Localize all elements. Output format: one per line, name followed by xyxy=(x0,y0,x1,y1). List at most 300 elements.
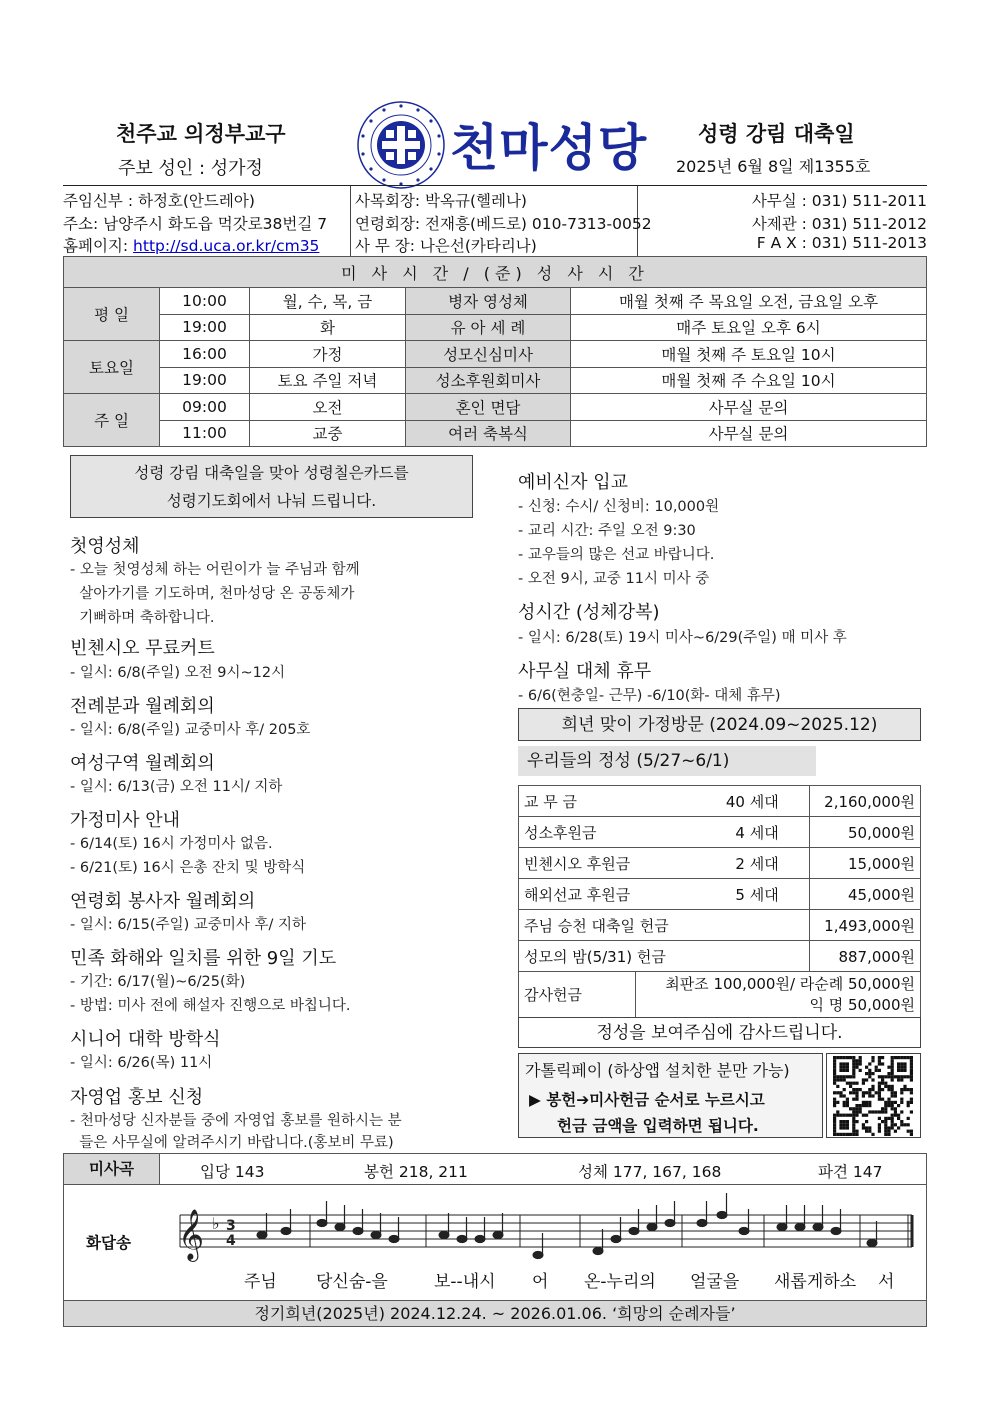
qr-code-icon[interactable] xyxy=(826,1053,921,1138)
note-head xyxy=(795,1223,805,1230)
table-row xyxy=(519,879,921,910)
qr-module xyxy=(833,1101,836,1104)
catholic-pay-box xyxy=(518,1053,823,1138)
qr-module xyxy=(859,1088,862,1091)
qr-module xyxy=(868,1072,871,1075)
qr-module xyxy=(865,1130,868,1133)
sacrament-name: 유 아 세 례 xyxy=(406,314,571,341)
qr-module xyxy=(891,1094,894,1097)
section-line: 기뻐하며 축하합니다. xyxy=(70,610,215,626)
qr-module xyxy=(852,1082,855,1085)
mass-table-title: 미 사 시 간 / (준) 성 사 시 간 xyxy=(64,257,927,288)
offering-name: 해외선교 후원금 xyxy=(519,879,636,910)
qr-module xyxy=(855,1088,858,1091)
qr-module xyxy=(852,1114,855,1117)
section-line: - 오전 9시, 교중 11시 미사 중 xyxy=(518,571,710,587)
qr-module xyxy=(881,1078,884,1081)
note-head xyxy=(371,1231,381,1238)
parish-logo-icon xyxy=(356,100,446,190)
qr-module xyxy=(900,1098,903,1101)
section-line: - 일시: 6/13(금) 오전 11시/ 지하 xyxy=(70,779,283,795)
section-title: 첫영성체 xyxy=(70,536,140,557)
qr-module xyxy=(910,1110,913,1113)
section-title: 성시간 (성체강복) xyxy=(518,602,660,623)
qr-module xyxy=(878,1130,881,1133)
qr-module xyxy=(833,1098,836,1101)
table-row xyxy=(519,910,921,941)
qr-module xyxy=(836,1101,839,1104)
qr-module xyxy=(900,1075,903,1078)
qr-module xyxy=(833,1114,836,1117)
qr-module xyxy=(868,1069,871,1072)
qr-module xyxy=(868,1104,871,1107)
qr-module xyxy=(859,1107,862,1110)
qr-module xyxy=(891,1126,894,1129)
qr-module xyxy=(868,1091,871,1094)
qr-module xyxy=(897,1126,900,1129)
qr-module xyxy=(910,1075,913,1078)
qr-module xyxy=(887,1101,890,1104)
qr-module xyxy=(881,1062,884,1065)
note-head xyxy=(281,1227,291,1234)
qr-module xyxy=(871,1094,874,1097)
qr-module xyxy=(891,1123,894,1126)
table-row xyxy=(519,817,921,848)
note-head xyxy=(717,1211,727,1218)
mass-time: 16:00 xyxy=(160,341,250,368)
sacrament-name: 병자 영성체 xyxy=(406,288,571,315)
table-row xyxy=(64,420,927,447)
qr-module xyxy=(891,1088,894,1091)
qr-module xyxy=(846,1133,849,1136)
qr-module xyxy=(843,1120,846,1123)
table-row xyxy=(64,367,927,394)
qr-module xyxy=(894,1110,897,1113)
qr-module xyxy=(897,1066,900,1069)
qr-module xyxy=(884,1130,887,1133)
qr-module xyxy=(846,1101,849,1104)
lyric-1: 주님 xyxy=(244,1272,277,1292)
qr-module xyxy=(862,1091,865,1094)
note-head xyxy=(647,1223,657,1230)
notice-line: 성령기도회에서 나눠 드립니다. xyxy=(166,492,377,510)
svg-text:3: 3 xyxy=(226,1218,236,1234)
qr-module xyxy=(881,1098,884,1101)
qr-module xyxy=(900,1078,903,1081)
qr-module xyxy=(843,1094,846,1097)
qr-module xyxy=(875,1069,878,1072)
mass-time: 10:00 xyxy=(160,288,250,315)
section-line: - 일시: 6/8(주일) 오전 9시~12시 xyxy=(70,665,286,681)
qr-module xyxy=(855,1110,858,1113)
qr-module xyxy=(907,1075,910,1078)
qr-module xyxy=(836,1114,839,1117)
mass-desc: 교중 xyxy=(250,420,406,447)
qr-module xyxy=(878,1088,881,1091)
qr-module xyxy=(894,1094,897,1097)
qr-module xyxy=(833,1066,836,1069)
qr-module xyxy=(871,1078,874,1081)
qr-module xyxy=(852,1075,855,1078)
qr-module xyxy=(865,1101,868,1104)
homepage-link[interactable]: http://sd.uca.or.kr/cm35 xyxy=(133,237,320,255)
qr-module xyxy=(852,1072,855,1075)
qr-module xyxy=(839,1133,842,1136)
qr-module xyxy=(868,1088,871,1091)
lyric-7: 새롭게하소 xyxy=(774,1272,857,1292)
qr-module xyxy=(843,1104,846,1107)
section-line: - 교우들의 많은 선교 바랍니다. xyxy=(518,547,715,563)
feast-title: 성령 강림 대축일 xyxy=(698,122,855,146)
homepage-info xyxy=(63,234,319,256)
qr-module xyxy=(878,1117,881,1120)
qr-module xyxy=(903,1066,906,1069)
pay-steps: 봉헌➔미사헌금 xyxy=(546,1091,650,1109)
qr-module xyxy=(843,1133,846,1136)
qr-module xyxy=(903,1123,906,1126)
qr-module xyxy=(833,1072,836,1075)
qr-module xyxy=(894,1107,897,1110)
qr-module xyxy=(839,1056,842,1059)
qr-module xyxy=(907,1088,910,1091)
section-title: 빈첸시오 무료커트 xyxy=(70,638,215,659)
qr-module xyxy=(846,1114,849,1117)
qr-module xyxy=(843,1101,846,1104)
qr-module xyxy=(855,1114,858,1117)
note-head xyxy=(665,1219,675,1226)
note-head xyxy=(739,1227,749,1234)
qr-module xyxy=(852,1059,855,1062)
qr-module xyxy=(852,1133,855,1136)
qr-module xyxy=(871,1072,874,1075)
homepage-label: 홈페이지: xyxy=(63,237,134,255)
qr-module xyxy=(852,1056,855,1059)
qr-module xyxy=(910,1059,913,1062)
section-line: - 천마성당 신자분들 중에 자영업 홍보를 원하시는 분 xyxy=(70,1113,402,1129)
section-title: 자영업 홍보 신청 xyxy=(70,1087,204,1108)
note-head xyxy=(493,1231,503,1238)
mass-time: 19:00 xyxy=(160,314,250,341)
address-info: 주소: 남양주시 화도읍 먹갓로38번길 7 xyxy=(63,215,328,233)
qr-module xyxy=(865,1066,868,1069)
notice-line: 성령 강림 대축일을 맞아 성령칠은카드를 xyxy=(134,464,409,482)
arrow-icon: ▶ xyxy=(529,1091,547,1109)
qr-module xyxy=(900,1069,903,1072)
qr-module xyxy=(910,1072,913,1075)
mass-time: 11:00 xyxy=(160,420,250,447)
note-head xyxy=(593,1247,603,1254)
psalm-score xyxy=(172,1193,920,1263)
qr-module xyxy=(868,1075,871,1078)
qr-module xyxy=(897,1062,900,1065)
qr-module xyxy=(846,1126,849,1129)
qr-module xyxy=(855,1091,858,1094)
qr-module xyxy=(855,1107,858,1110)
qr-module xyxy=(839,1120,842,1123)
mass-time: 09:00 xyxy=(160,394,250,421)
qr-module xyxy=(846,1098,849,1101)
qr-module xyxy=(878,1059,881,1062)
qr-module xyxy=(833,1123,836,1126)
qr-module xyxy=(852,1123,855,1126)
qr-module xyxy=(865,1104,868,1107)
qr-module xyxy=(855,1062,858,1065)
hymn-recessional: 파견 147 xyxy=(818,1163,883,1181)
qr-module xyxy=(891,1078,894,1081)
qr-module xyxy=(881,1107,884,1110)
note-head xyxy=(867,1239,877,1246)
qr-module xyxy=(849,1085,852,1088)
qr-module xyxy=(907,1101,910,1104)
qr-module xyxy=(891,1075,894,1078)
qr-module xyxy=(894,1114,897,1117)
diocese-name: 천주교 의정부교구 xyxy=(116,122,286,146)
qr-module xyxy=(887,1117,890,1120)
thanks-line: 최판조 100,000원/ 라순례 50,000원 xyxy=(665,974,915,993)
qr-module xyxy=(855,1098,858,1101)
note-head xyxy=(439,1231,449,1238)
qr-module xyxy=(910,1133,913,1136)
section-title: 시니어 대학 방학식 xyxy=(70,1029,221,1050)
qr-module xyxy=(900,1101,903,1104)
qr-module xyxy=(871,1085,874,1088)
qr-module xyxy=(868,1101,871,1104)
qr-module xyxy=(836,1056,839,1059)
qr-module xyxy=(887,1104,890,1107)
lyric-6: 얼굴을 xyxy=(690,1272,740,1292)
qr-module xyxy=(891,1107,894,1110)
hymn-label: 미사곡 xyxy=(64,1154,160,1184)
qr-module xyxy=(839,1126,842,1129)
section-line: - 6/14(토) 16시 가정미사 없음. xyxy=(70,836,273,852)
offering-table xyxy=(518,785,921,1018)
qr-module xyxy=(907,1104,910,1107)
qr-module xyxy=(881,1110,884,1113)
section-title: 예비신자 입교 xyxy=(518,472,629,493)
qr-module xyxy=(836,1075,839,1078)
qr-module xyxy=(907,1117,910,1120)
qr-module xyxy=(839,1062,842,1065)
qr-module xyxy=(900,1062,903,1065)
sacrament-time: 사무실 문의 xyxy=(571,394,927,421)
qr-module xyxy=(897,1069,900,1072)
qr-module xyxy=(846,1104,849,1107)
qr-module xyxy=(852,1066,855,1069)
qr-module xyxy=(871,1059,874,1062)
qr-module xyxy=(849,1056,852,1059)
qr-module xyxy=(894,1130,897,1133)
offering-count: 40 세대 xyxy=(635,786,809,817)
qr-module xyxy=(910,1101,913,1104)
qr-module xyxy=(843,1066,846,1069)
qr-module xyxy=(900,1066,903,1069)
qr-module xyxy=(891,1104,894,1107)
qr-module xyxy=(833,1062,836,1065)
qr-module xyxy=(849,1091,852,1094)
qr-module xyxy=(865,1126,868,1129)
mass-desc: 오전 xyxy=(250,394,406,421)
notice-box xyxy=(70,455,473,518)
table-row xyxy=(64,288,927,315)
sacrament-name: 혼인 면담 xyxy=(406,394,571,421)
section-line: - 6/21(토) 16시 은총 잔치 및 방학식 xyxy=(70,860,306,876)
parish-name: 천마성당 xyxy=(450,119,648,177)
qr-module xyxy=(878,1123,881,1126)
qr-module xyxy=(891,1066,894,1069)
treble-clef-icon: 𝄞 xyxy=(178,1209,205,1260)
qr-module xyxy=(881,1082,884,1085)
qr-module xyxy=(855,1082,858,1085)
offering-amount: 45,000원 xyxy=(809,879,920,910)
note-head xyxy=(629,1227,639,1234)
qr-module xyxy=(852,1126,855,1129)
qr-module xyxy=(839,1069,842,1072)
section-line: 들은 사무실에 알려주시기 바랍니다.(홍보비 무료) xyxy=(70,1135,394,1151)
qr-module xyxy=(884,1117,887,1120)
qr-module xyxy=(865,1091,868,1094)
qr-module xyxy=(891,1062,894,1065)
section-line: - 일시: 6/8(주일) 교중미사 후/ 205호 xyxy=(70,722,311,738)
table-row xyxy=(64,314,927,341)
qr-module xyxy=(862,1094,865,1097)
qr-module xyxy=(903,1088,906,1091)
qr-module xyxy=(865,1072,868,1075)
qr-module xyxy=(846,1062,849,1065)
section-line: - 오늘 첫영성체 하는 어린이가 늘 주님과 함께 xyxy=(70,562,360,578)
qr-module xyxy=(855,1059,858,1062)
qr-module xyxy=(852,1098,855,1101)
lyric-3: 보--내시 xyxy=(434,1272,496,1292)
qr-module xyxy=(900,1088,903,1091)
pastor-info: 주임신부 : 하정호(안드레아) xyxy=(63,192,255,210)
section-line: - 방법: 미사 전에 해설자 진행으로 바칩니다. xyxy=(70,998,351,1014)
table-row xyxy=(64,394,927,421)
sacrament-time: 사무실 문의 xyxy=(571,420,927,447)
qr-module xyxy=(852,1117,855,1120)
qr-module xyxy=(891,1117,894,1120)
qr-module xyxy=(910,1098,913,1101)
hymn-entrance: 입당 143 xyxy=(200,1163,265,1181)
qr-module xyxy=(900,1056,903,1059)
section-line: - 6/6(현충일- 근무) -6/10(화- 대체 휴무) xyxy=(518,688,781,704)
qr-module xyxy=(878,1082,881,1085)
qr-module xyxy=(884,1085,887,1088)
qr-module xyxy=(839,1091,842,1094)
table-row xyxy=(519,972,921,1018)
qr-module xyxy=(881,1056,884,1059)
sacrament-time: 매월 첫째 주 수요일 10시 xyxy=(571,367,927,394)
qr-module xyxy=(891,1059,894,1062)
qr-module xyxy=(833,1082,836,1085)
qr-module xyxy=(907,1056,910,1059)
qr-module xyxy=(859,1069,862,1072)
note-head xyxy=(611,1235,621,1242)
flat-icon: ♭ xyxy=(212,1214,220,1233)
note-head xyxy=(475,1235,485,1242)
note-head xyxy=(353,1227,363,1234)
qr-module xyxy=(878,1110,881,1113)
table-row xyxy=(519,786,921,817)
qr-module xyxy=(897,1114,900,1117)
table-row xyxy=(64,341,927,368)
sacristan-info: 사 무 장: 나은선(카타리나) xyxy=(355,237,537,255)
mass-time: 19:00 xyxy=(160,367,250,394)
qr-module xyxy=(871,1133,874,1136)
offering-amount: 2,160,000원 xyxy=(809,786,920,817)
qr-module xyxy=(884,1126,887,1129)
qr-module xyxy=(884,1107,887,1110)
qr-module xyxy=(881,1088,884,1091)
qr-module xyxy=(881,1120,884,1123)
qr-module xyxy=(859,1104,862,1107)
sacrament-name: 성소후원회미사 xyxy=(406,367,571,394)
qr-module xyxy=(887,1075,890,1078)
note-head xyxy=(317,1219,327,1226)
qr-module xyxy=(833,1091,836,1094)
qr-module xyxy=(868,1130,871,1133)
section-title: 여성구역 월례회의 xyxy=(70,753,215,774)
qr-module xyxy=(878,1094,881,1097)
section-title: 민족 화해와 일치를 위한 9일 기도 xyxy=(70,948,337,969)
qr-module xyxy=(891,1091,894,1094)
qr-module xyxy=(897,1075,900,1078)
qr-module xyxy=(833,1078,836,1081)
offering-amount: 15,000원 xyxy=(809,848,920,879)
sacrament-name: 여러 축복식 xyxy=(406,420,571,447)
section-line: - 일시: 6/26(목) 11시 xyxy=(70,1055,213,1071)
section-line: 살아가기를 기도하며, 천마성당 온 공동체가 xyxy=(70,586,355,602)
section-title: 가정미사 안내 xyxy=(70,810,181,831)
qr-module xyxy=(839,1094,842,1097)
hymn-communion: 성체 177, 167, 168 xyxy=(578,1163,722,1181)
note-head xyxy=(697,1219,707,1226)
qr-module xyxy=(852,1107,855,1110)
rectory-phone: 사제관 : 031) 511-2012 xyxy=(751,215,927,233)
hymn-row xyxy=(63,1153,927,1185)
mass-schedule-table xyxy=(63,256,927,447)
qr-module xyxy=(846,1075,849,1078)
qr-module xyxy=(833,1117,836,1120)
council-association: 연령회장: 전재흥(베드로) 010-7313-0052 xyxy=(355,215,652,233)
qr-module xyxy=(839,1123,842,1126)
offering-count: 5 세대 xyxy=(635,879,809,910)
qr-module xyxy=(849,1075,852,1078)
qr-module xyxy=(833,1126,836,1129)
qr-module xyxy=(907,1130,910,1133)
qr-module xyxy=(833,1133,836,1136)
qr-module xyxy=(833,1075,836,1078)
qr-module xyxy=(871,1088,874,1091)
offering-count: 4 세대 xyxy=(635,817,809,848)
note-head xyxy=(389,1235,399,1242)
qr-module xyxy=(843,1078,846,1081)
qr-module xyxy=(846,1082,849,1085)
lyric-5: 온-누리의 xyxy=(584,1272,656,1292)
qr-module xyxy=(843,1088,846,1091)
qr-module xyxy=(881,1075,884,1078)
qr-module xyxy=(862,1082,865,1085)
qr-module xyxy=(833,1069,836,1072)
mass-desc: 화 xyxy=(250,314,406,341)
qr-module xyxy=(897,1056,900,1059)
sacrament-name: 성모신심미사 xyxy=(406,341,571,368)
thanks-line: 익 명 50,000원 xyxy=(809,995,915,1014)
qr-module xyxy=(871,1056,874,1059)
qr-module xyxy=(868,1110,871,1113)
qr-module xyxy=(843,1114,846,1117)
offering-amount: 887,000원 xyxy=(809,941,920,972)
note-head xyxy=(257,1231,267,1238)
